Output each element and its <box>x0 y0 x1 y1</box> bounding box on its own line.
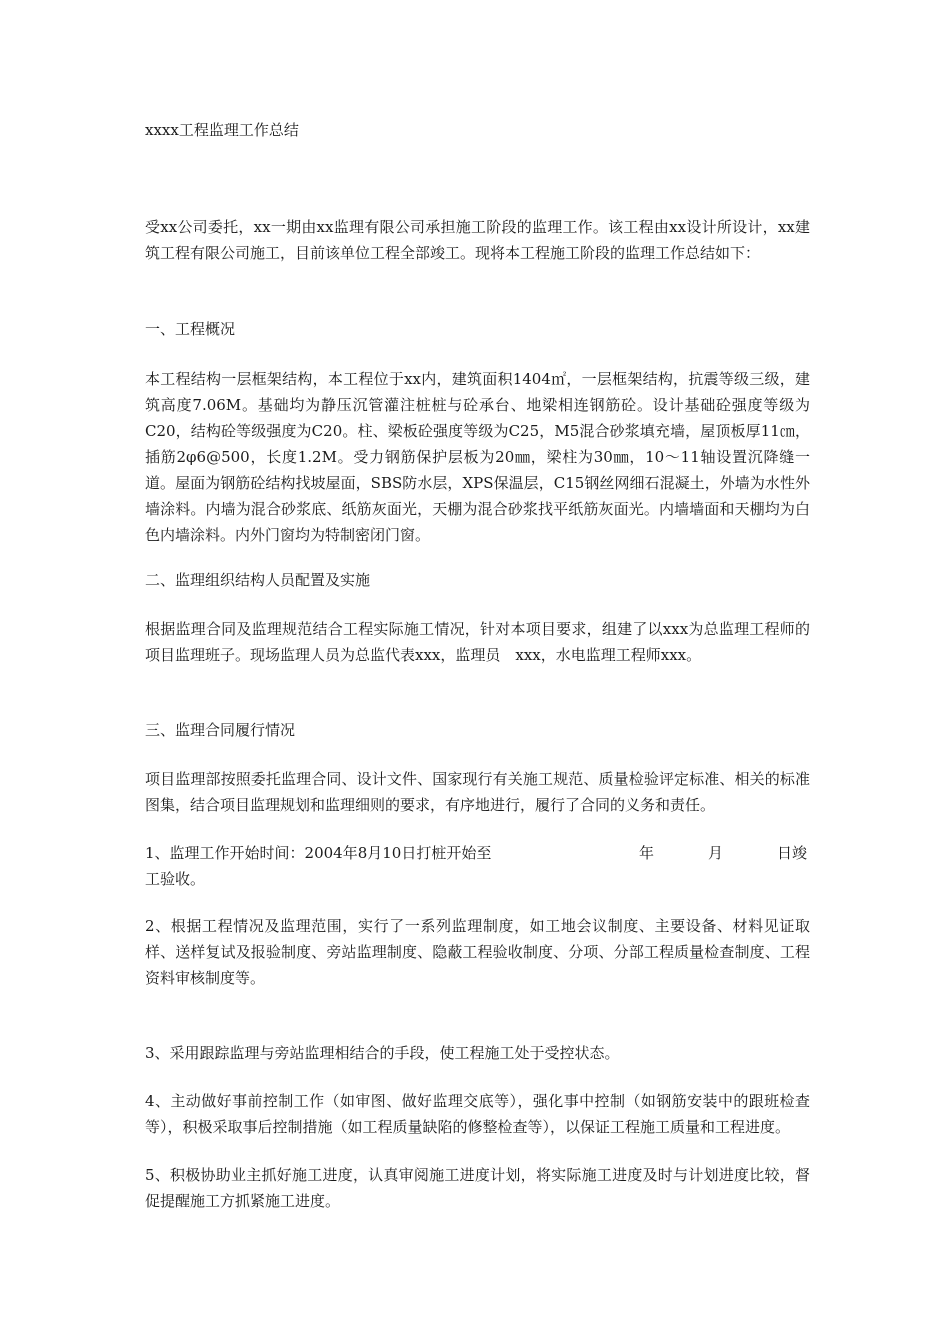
section3-heading: 三、监理合同履行情况 <box>145 721 296 739</box>
item1-month: 月 <box>708 844 724 862</box>
item1-paragraph <box>145 840 810 892</box>
section2-heading: 二、监理组织结构人员配置及实施 <box>145 571 371 589</box>
item5-paragraph: 5、积极协助业主抓好施工进度，认真审阅施工进度计划，将实际施工进度及时与计划进度比较，督促提醒施工方抓紧施工进度。 <box>145 1166 810 1210</box>
section2-body: 根据监理合同及监理规范结合工程实际施工情况，针对本项目要求，组建了以xxx为总监理工程师的项目监理班子。现场监理人员为总监代表xxx，监理员 xxx，水电监理工程师xxx。 <box>145 620 810 664</box>
intro-paragraph: 受xx公司委托，xx一期由xx监理有限公司承担施工阶段的监理工作。该工程由xx设计所设计，xx建筑工程有限公司施工，目前该单位工程全部竣工。现将本工程施工阶段的监理工作总结如下： <box>145 218 810 262</box>
item2-paragraph: 2、根据工程情况及监理范围，实行了一系列监理制度，如工地会议制度、主要设备、材料见证取样、送样复试及报验制度、旁站监理制度、隐蔽工程验收制度、分项、分部工程质量检查制度、工程资料审核制度等。 <box>145 917 810 987</box>
item4-paragraph: 4、主动做好事前控制工作（如审图、做好监理交底等），强化事中控制（如钢筋安装中的跟班检查等），积极采取事后控制措施（如工程质量缺陷的修整检查等），以保证工程施工质量和工程进度。 <box>145 1092 810 1136</box>
item1-end: 工验收。 <box>145 870 206 888</box>
item3-paragraph: 3、采用跟踪监理与旁站监理相结合的手段，使工程施工处于受控状态。 <box>145 1044 620 1062</box>
item1-line1 <box>145 840 810 866</box>
section3-body: 项目监理部按照委托监理合同、设计文件、国家现行有关施工规范、质量检验评定标准、相关的标准图集，结合项目监理规划和监理细则的要求，有序地进行，履行了合同的义务和责任。 <box>145 770 810 814</box>
item1-year: 年 <box>639 844 655 862</box>
section1-heading: 一、工程概况 <box>145 320 236 338</box>
item1-day: 日竣 <box>777 844 808 862</box>
item1-start: 1、监理工作开始时间：2004年8月10日打桩开始至 <box>145 844 492 862</box>
section1-body: 本工程结构一层框架结构，本工程位于xx内，建筑面积1404㎡，一层框架结构，抗震等级三级，建筑高度7.06M。基础均为静压沉管灌注桩桩与砼承台、地梁相连钢筋砼。设计基础砼强度等级为C20，结构砼等级强度为C20。柱、梁板砼强度等级为C25，M5混合砂浆填充墙，屋顶板厚11㎝，插筋2φ6@500，长度1.2M。受力钢筋保护层板为20㎜，梁柱为30㎜，10～11轴设置沉降缝一道。屋面为钢筋砼结构找坡屋面，SBS防水层，XPS保温层，C15钢丝网细石混凝土，外墙为水性外墙涂料。内墙为混合砂浆底、纸筋灰面光，天棚为混合砂浆找平纸筋灰面光。内墙墙面和天棚均为白色内墙涂料。内外门窗均为特制密闭门窗。 <box>145 370 810 544</box>
document-title: xxxx工程监理工作总结 <box>145 121 299 139</box>
